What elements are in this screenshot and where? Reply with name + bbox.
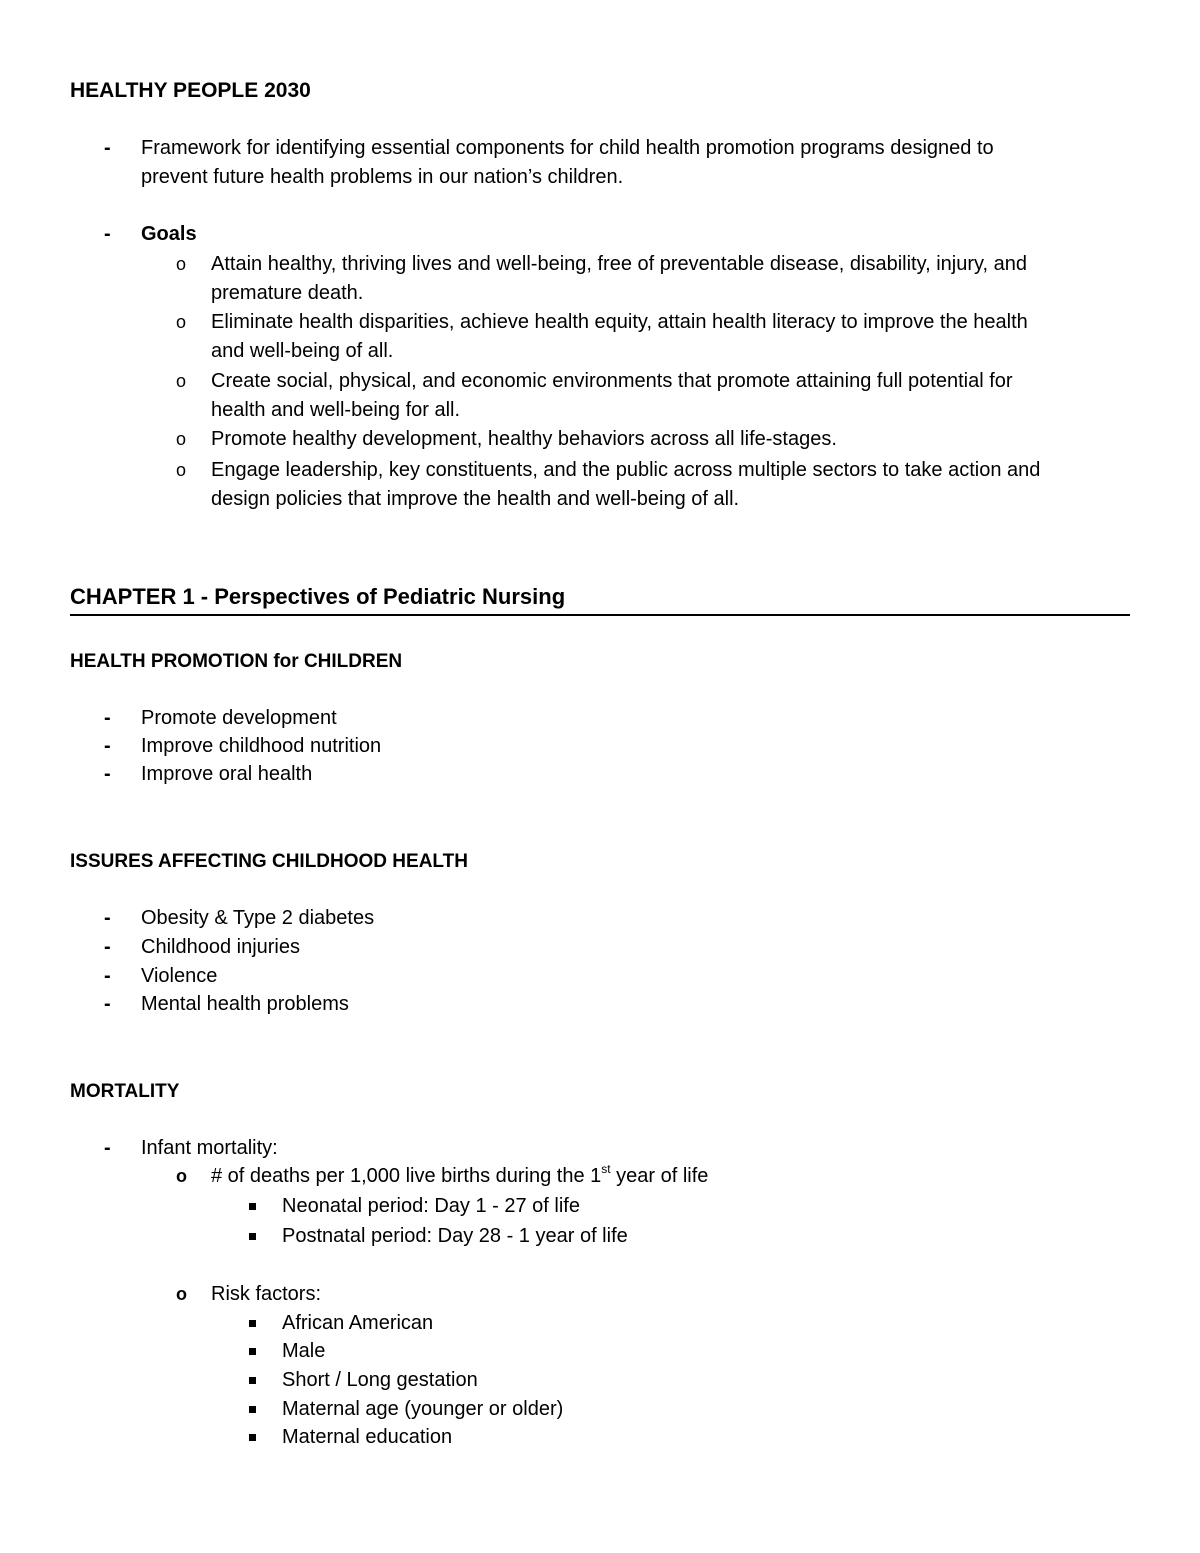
- risk-item: Short / Long gestation: [282, 1369, 478, 1391]
- health-promotion-item: Promote development: [141, 707, 337, 729]
- deaths-definition: [211, 1162, 708, 1191]
- section-title-health-promotion: HEALTH PROMOTION for CHILDREN: [70, 651, 403, 672]
- deaths-definition-text: # of deaths per 1,000 live births during the 1: [211, 1165, 602, 1187]
- dash-bullet: -: [104, 965, 111, 987]
- chapter-title: CHAPTER 1 - Perspectives of Pediatric Nursing: [70, 584, 566, 609]
- framework-text-line2: prevent future health problems in our nation’s children.: [141, 166, 624, 188]
- dash-bullet: -: [104, 907, 111, 929]
- risk-item: Maternal age (younger or older): [282, 1398, 564, 1420]
- goals-label: Goals: [141, 223, 197, 245]
- goal-item-1-line2: premature death.: [211, 282, 364, 304]
- circle-bullet: o: [176, 312, 187, 332]
- period-item: Neonatal period: Day 1 - 27 of life: [282, 1195, 580, 1217]
- square-bullet: [249, 1377, 256, 1384]
- goal-item-2-line2: and well-being of all.: [211, 340, 394, 362]
- square-bullet: [249, 1233, 256, 1240]
- dash-bullet: -: [104, 763, 111, 785]
- square-bullet: [249, 1434, 256, 1441]
- goal-item-5-line2: design policies that improve the health and well-being of all.: [211, 488, 740, 510]
- risk-item: Maternal education: [282, 1426, 453, 1448]
- ordinal-suffix: st: [601, 1162, 611, 1177]
- deaths-definition-tail: year of life: [610, 1165, 709, 1187]
- circle-bullet: o: [176, 1284, 187, 1304]
- risk-item: African American: [282, 1312, 434, 1334]
- issue-item: Violence: [141, 965, 218, 987]
- circle-bullet: o: [176, 460, 187, 480]
- framework-text-line1: Framework for identifying essential components for child health promotion programs designed to: [141, 137, 994, 159]
- issue-item: Mental health problems: [141, 993, 349, 1015]
- goal-item-5-line1: Engage leadership, key constituents, and the public across multiple sectors to take action and: [211, 459, 1041, 481]
- square-bullet: [249, 1406, 256, 1413]
- dash-bullet: -: [104, 707, 111, 729]
- goal-item-2-line1: Eliminate health disparities, achieve health equity, attain health literacy to improve the health: [211, 311, 1028, 333]
- risk-item: Male: [282, 1340, 326, 1362]
- issue-item: Childhood injuries: [141, 936, 300, 958]
- dash-bullet: -: [104, 223, 111, 245]
- infant-mortality-label: Infant mortality:: [141, 1137, 278, 1159]
- health-promotion-item: Improve childhood nutrition: [141, 735, 382, 757]
- square-bullet: [249, 1348, 256, 1355]
- goal-item-3-line2: health and well-being for all.: [211, 399, 461, 421]
- goal-item-4-line1: Promote healthy development, healthy behaviors across all life-stages.: [211, 428, 837, 450]
- square-bullet: [249, 1203, 256, 1210]
- goal-item-1-line1: Attain healthy, thriving lives and well-being, free of preventable disease, disability, injury, and: [211, 253, 1028, 275]
- section-title-healthy-people: HEALTHY PEOPLE 2030: [70, 79, 311, 102]
- period-item: Postnatal period: Day 28 - 1 year of life: [282, 1225, 628, 1247]
- dash-bullet: -: [104, 735, 111, 757]
- square-bullet: [249, 1320, 256, 1327]
- health-promotion-item: Improve oral health: [141, 763, 313, 785]
- circle-bullet: o: [176, 429, 187, 449]
- dash-bullet: -: [104, 1137, 111, 1159]
- dash-bullet: -: [104, 137, 111, 159]
- circle-bullet: o: [176, 1166, 187, 1186]
- goal-item-3-line1: Create social, physical, and economic environments that promote attaining full potential for: [211, 370, 1013, 392]
- circle-bullet: o: [176, 371, 187, 391]
- chapter-divider: [70, 614, 1130, 616]
- section-title-mortality: MORTALITY: [70, 1081, 180, 1102]
- risk-factors-label: Risk factors:: [211, 1283, 322, 1305]
- dash-bullet: -: [104, 993, 111, 1015]
- dash-bullet: -: [104, 936, 111, 958]
- issue-item: Obesity & Type 2 diabetes: [141, 907, 375, 929]
- circle-bullet: o: [176, 254, 187, 274]
- section-title-issues: ISSURES AFFECTING CHILDHOOD HEALTH: [70, 851, 468, 872]
